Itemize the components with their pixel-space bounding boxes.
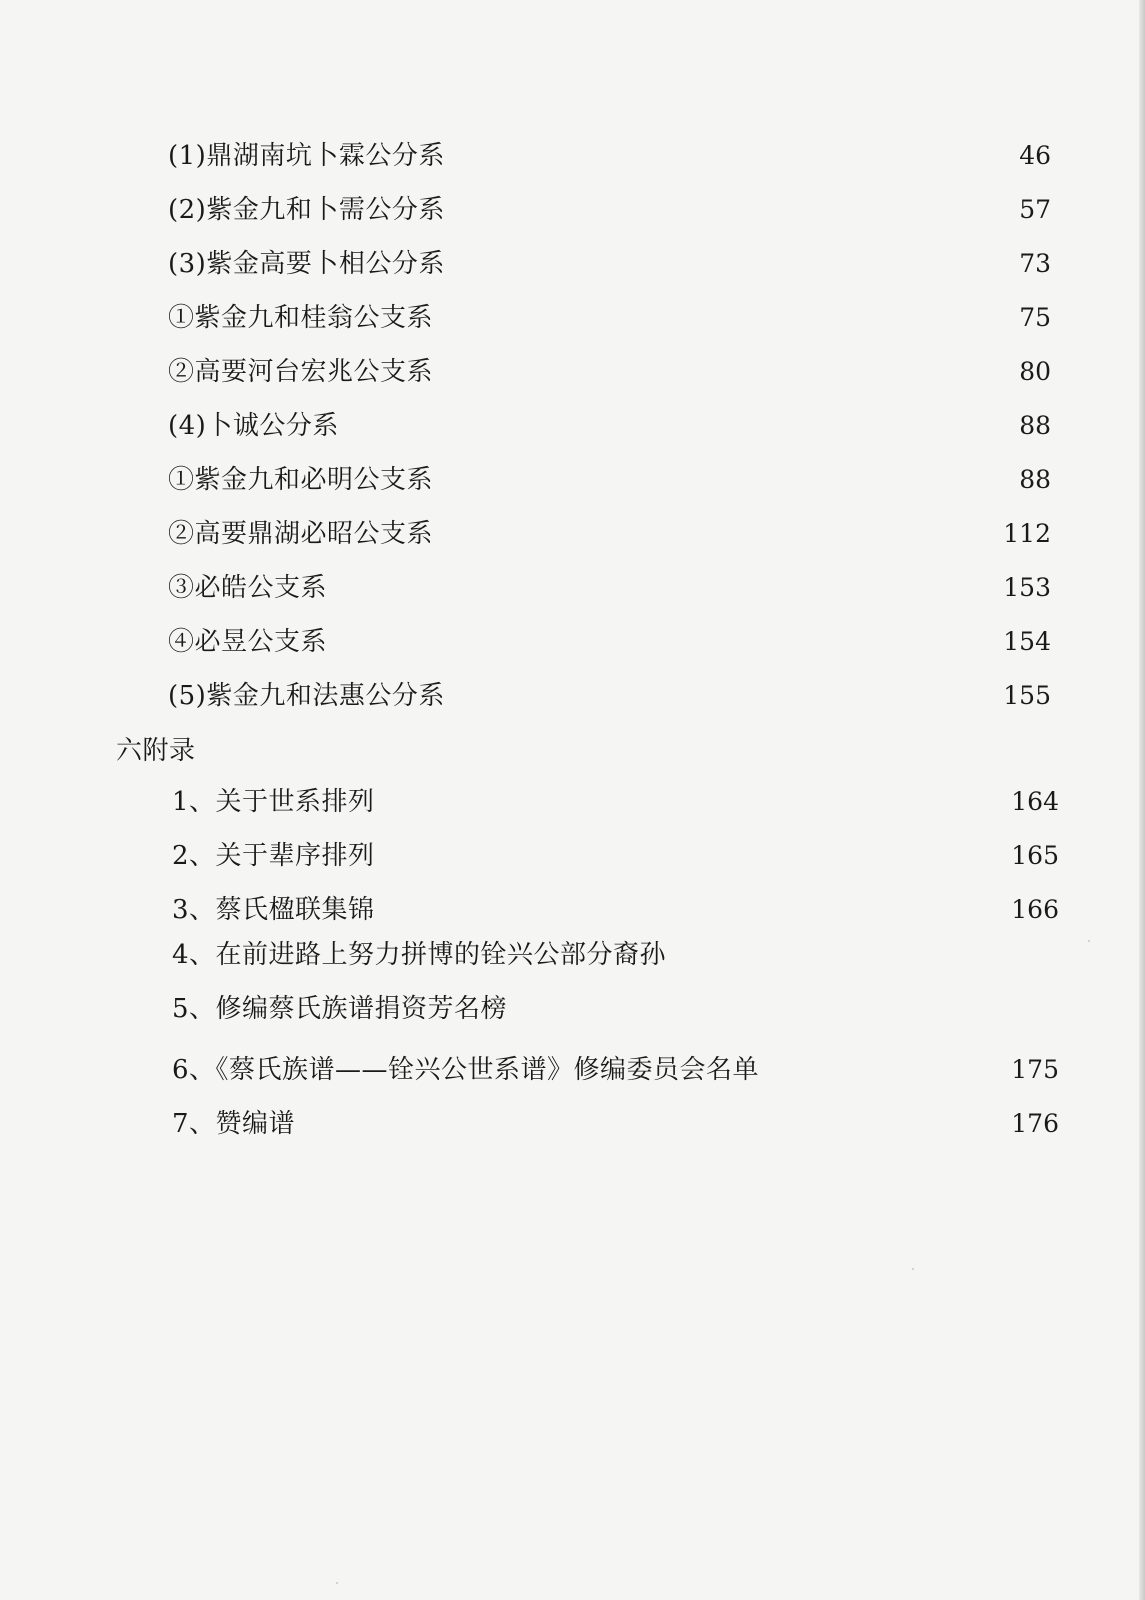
section-heading: 六附录 (116, 736, 196, 766)
toc-entry-title: 2、关于辈序排列 (172, 841, 375, 871)
toc-page-number: 57 (1019, 195, 1051, 224)
toc-entry[interactable] (168, 184, 1051, 225)
toc-entry[interactable] (172, 776, 1059, 817)
toc-entry-title: ②高要鼎湖必昭公支系 (168, 519, 434, 549)
dot-leader (337, 616, 997, 650)
dot-leader (349, 400, 1003, 434)
toc-entry[interactable] (168, 562, 1051, 603)
dot-leader (385, 776, 1006, 810)
toc-entry[interactable] (168, 508, 1051, 549)
toc-entry[interactable] (168, 454, 1051, 495)
toc-entry[interactable] (168, 616, 1051, 657)
toc-entry[interactable] (172, 992, 507, 1026)
toc-page-number: 165 (1011, 841, 1059, 870)
dot-leader (443, 292, 1003, 326)
toc-page-number: 166 (1011, 895, 1059, 924)
toc-page-number: 73 (1019, 249, 1051, 278)
toc-entry[interactable] (168, 346, 1051, 387)
dot-leader (455, 670, 997, 704)
toc-entry-title: 7、赞编谱 (172, 1109, 296, 1139)
toc-page-number: 175 (1011, 1055, 1059, 1084)
toc-entry-title: (1)鼎湖南坑卜霖公分系 (168, 141, 445, 171)
dot-leader (455, 238, 1003, 272)
toc-entry[interactable] (168, 670, 1051, 711)
toc-entry-title: 1、关于世系排列 (172, 787, 375, 817)
toc-page-number: 112 (1003, 519, 1051, 548)
toc-entry[interactable] (172, 884, 1059, 925)
toc-entry-title: 3、蔡氏楹联集锦 (172, 895, 375, 925)
toc-entry[interactable] (168, 130, 1051, 171)
toc-entry[interactable] (172, 830, 1059, 871)
dot-leader (769, 1044, 1005, 1078)
toc-page-number: 75 (1019, 303, 1051, 332)
toc-page-number: 164 (1011, 787, 1059, 816)
dot-leader (337, 562, 997, 596)
toc-page-number: 80 (1019, 357, 1051, 386)
toc-entry[interactable] (168, 292, 1051, 333)
toc-page-number: 46 (1019, 141, 1051, 170)
toc-entry-title: ④必昱公支系 (168, 627, 328, 657)
dot-leader (385, 884, 1006, 918)
toc-entry-title: 5、修编蔡氏族谱捐资芳名榜 (172, 994, 508, 1024)
toc-page-number: 153 (1003, 573, 1051, 602)
toc-entry[interactable] (172, 1044, 1059, 1085)
toc-page-number: 88 (1019, 411, 1051, 440)
toc-entry-title: ②高要河台宏兆公支系 (168, 357, 434, 387)
toc-page-number: 88 (1019, 465, 1051, 494)
toc-entry-title: ①紫金九和桂翁公支系 (168, 303, 434, 333)
toc-entry[interactable] (172, 938, 666, 972)
toc-page-number: 155 (1003, 681, 1051, 710)
toc-entry[interactable] (168, 238, 1051, 279)
dot-leader (443, 454, 1003, 488)
toc-entry-title: (2)紫金九和卜需公分系 (168, 195, 445, 225)
toc-page-number: 154 (1003, 627, 1051, 656)
toc-entry-title: (5)紫金九和法惠公分系 (168, 681, 445, 711)
dot-leader (305, 1098, 1005, 1132)
dot-leader (455, 184, 1003, 218)
dot-leader (455, 130, 1003, 164)
toc-entry-title: ①紫金九和必明公支系 (168, 465, 434, 495)
toc-page-number: 176 (1011, 1109, 1059, 1138)
toc-entry-title: 6、《蔡氏族谱——铨兴公世系谱》修编委员会名单 (172, 1055, 760, 1085)
toc-entry-title: 4、在前进路上努力拼博的铨兴公部分裔孙 (172, 940, 667, 970)
toc-entry[interactable] (168, 400, 1051, 441)
dot-leader (443, 508, 997, 542)
toc-entry-title: (4)卜诚公分系 (168, 411, 339, 441)
dot-leader (443, 346, 1003, 380)
dot-leader (385, 830, 1006, 864)
toc-entry-title: ③必皓公支系 (168, 573, 328, 603)
toc-entry[interactable] (172, 1098, 1059, 1139)
toc-entry-title: (3)紫金高要卜相公分系 (168, 249, 445, 279)
